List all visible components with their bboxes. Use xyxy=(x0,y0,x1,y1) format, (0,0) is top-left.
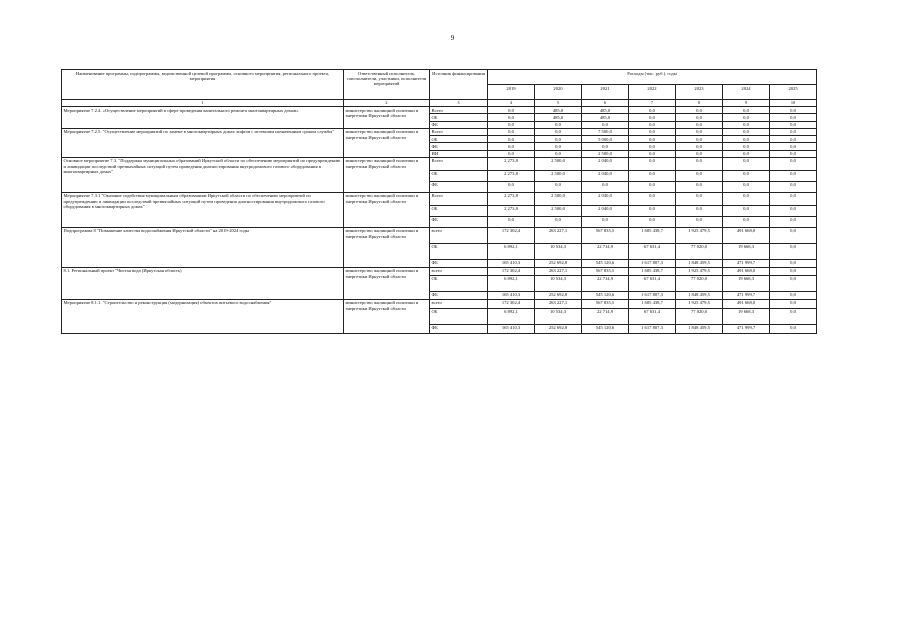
column-number: 4 xyxy=(488,100,535,107)
value-cell: 172 302,4 xyxy=(488,227,535,243)
value-cell: 0,0 xyxy=(770,308,817,324)
value-cell: 0,0 xyxy=(770,121,817,128)
value-cell: 567 835,5 xyxy=(582,267,629,275)
value-cell: 0,0 xyxy=(629,181,676,192)
table-row xyxy=(62,107,817,114)
value-cell: 545 120,6 xyxy=(582,291,629,299)
value-cell: 0,0 xyxy=(488,181,535,192)
value-cell: 485,0 xyxy=(535,107,582,114)
table-row xyxy=(62,192,817,205)
executor-cell: министерство жилищной политики и энергетики Иркутской области xyxy=(344,107,430,129)
value-cell: 172 302,4 xyxy=(488,267,535,275)
value-cell: 252 692,8 xyxy=(535,259,582,267)
value-cell: 67 631,4 xyxy=(629,275,676,291)
value-cell: 0,0 xyxy=(676,114,723,121)
value-cell: 0,0 xyxy=(723,143,770,150)
value-cell: 0,0 xyxy=(582,181,629,192)
value-cell: 2 040,0 xyxy=(582,205,629,216)
value-cell: 0,0 xyxy=(723,170,770,181)
value-cell: 252 692,8 xyxy=(535,291,582,299)
column-number: 2 xyxy=(344,100,430,107)
value-cell: 0,0 xyxy=(723,181,770,192)
value-cell: 172 302,4 xyxy=(488,299,535,308)
value-cell: 0,0 xyxy=(676,192,723,205)
value-cell: 2 040,0 xyxy=(582,192,629,205)
value-cell: 0,0 xyxy=(582,216,629,227)
executor-cell: министерство жилищной политики и энергетики Иркутской области xyxy=(344,192,430,227)
value-cell: 77 020,0 xyxy=(676,243,723,259)
value-cell: 67 631,4 xyxy=(629,308,676,324)
funding-source-cell: ОБ xyxy=(430,308,488,324)
value-cell: 491 668,0 xyxy=(723,227,770,243)
value-cell: 0,0 xyxy=(629,121,676,128)
value-cell: 0,0 xyxy=(535,136,582,143)
value-cell: 0,0 xyxy=(629,157,676,170)
value-cell: 0,0 xyxy=(723,128,770,135)
value-cell: 165 410,3 xyxy=(488,324,535,333)
value-cell: 485,0 xyxy=(582,107,629,114)
value-cell: 0,0 xyxy=(770,275,817,291)
value-cell: 2 040,0 xyxy=(582,170,629,181)
value-cell: 263 227,1 xyxy=(535,267,582,275)
value-cell: 0,0 xyxy=(770,216,817,227)
value-cell: 485,0 xyxy=(582,114,629,121)
value-cell: 1 925 479,5 xyxy=(676,227,723,243)
funding-source-cell: ИИ xyxy=(430,150,488,157)
value-cell: 1 925 479,5 xyxy=(676,299,723,308)
value-cell: 0,0 xyxy=(723,205,770,216)
value-cell: 0,0 xyxy=(770,267,817,275)
funding-source-cell: ФБ xyxy=(430,291,488,299)
value-cell: 0,0 xyxy=(629,192,676,205)
value-cell: 471 999,7 xyxy=(723,324,770,333)
value-cell: 252 692,8 xyxy=(535,324,582,333)
value-cell: 0,0 xyxy=(629,136,676,143)
funding-source-cell: всего xyxy=(430,227,488,243)
value-cell: 0,0 xyxy=(770,150,817,157)
value-cell: 0,0 xyxy=(629,150,676,157)
year-header: 2021 xyxy=(582,85,629,100)
value-cell: 1 848 459,5 xyxy=(676,291,723,299)
value-cell: 2 500,0 xyxy=(535,205,582,216)
value-cell: 77 020,0 xyxy=(676,275,723,291)
value-cell: 0,0 xyxy=(676,181,723,192)
value-cell: 545 120,6 xyxy=(582,259,629,267)
item-name-cell: Мероприятие 7.2.5. "Осуществление мероприятий по замене в многоквартирных домах лифтов с истекшим назначенным сроком службы" xyxy=(62,128,344,157)
value-cell: 0,0 xyxy=(676,157,723,170)
header-expenses-col: Расходы (тыс. руб.), годы xyxy=(488,70,817,85)
value-cell: 263 227,1 xyxy=(535,227,582,243)
value-cell: 0,0 xyxy=(488,216,535,227)
item-name-cell: Мероприятие 7.2.4. «Осуществление мероприятий в сфере проведения капитального ремонта многоквартирных домов» xyxy=(62,107,344,129)
value-cell: 19 668,3 xyxy=(723,243,770,259)
value-cell: 0,0 xyxy=(723,216,770,227)
value-cell: 0,0 xyxy=(770,114,817,121)
value-cell: 0,0 xyxy=(488,121,535,128)
value-cell: 0,0 xyxy=(629,107,676,114)
value-cell: 263 227,1 xyxy=(535,299,582,308)
table-body xyxy=(62,107,817,334)
column-number: 5 xyxy=(535,100,582,107)
funding-source-cell: ФБ xyxy=(430,216,488,227)
funding-source-cell: ФБ xyxy=(430,324,488,333)
item-name-cell: Подпрограмма 8 "Повышение качества водоснабжения Иркутской области" на 2019-2024 годы xyxy=(62,227,344,267)
value-cell: 2 273,8 xyxy=(488,157,535,170)
funding-source-cell: ОБ xyxy=(430,205,488,216)
column-number: 7 xyxy=(629,100,676,107)
funding-source-cell: ОБ xyxy=(430,136,488,143)
value-cell: 0,0 xyxy=(629,128,676,135)
year-header: 2020 xyxy=(535,85,582,100)
value-cell: 1 848 459,5 xyxy=(676,324,723,333)
value-cell: 165 410,3 xyxy=(488,259,535,267)
column-number: 8 xyxy=(676,100,723,107)
value-cell: 0,0 xyxy=(629,205,676,216)
executor-cell: министерство жилищной политики и энергетики Иркутской области xyxy=(344,128,430,157)
funding-source-cell: Всего xyxy=(430,107,488,114)
value-cell: 567 835,5 xyxy=(582,227,629,243)
value-cell: 0,0 xyxy=(535,150,582,157)
item-name-cell: Мероприятие 7.3.1 "Оказание содействия муниципальным образованиям Иркутской области по обеспечению мероприятий по предупреждению и ликвидации последствий чрезвычайных ситуаций путем проведения диагностирования внутридомового газового оборудования в многоквартирных домах" xyxy=(62,192,344,227)
value-cell: 6 892,1 xyxy=(488,243,535,259)
page-number: 9 xyxy=(450,34,455,42)
header-exec-col: Ответственный исполнитель, соисполнители, участники, исполнители мероприятий xyxy=(344,70,430,100)
value-cell: 545 120,6 xyxy=(582,324,629,333)
value-cell: 0,0 xyxy=(535,181,582,192)
value-cell: 1 617 807,3 xyxy=(629,291,676,299)
value-cell: 19 668,3 xyxy=(723,275,770,291)
value-cell: 0,0 xyxy=(629,114,676,121)
funding-source-cell: Всего xyxy=(430,157,488,170)
funding-source-cell: Всего xyxy=(430,192,488,205)
value-cell: 1 685 438,7 xyxy=(629,267,676,275)
executor-cell: министерство жилищной политики и энергетики Иркутской области xyxy=(344,157,430,192)
executor-cell: министерство жилищной политики и энергетики Иркутской области xyxy=(344,227,430,267)
value-cell: 0,0 xyxy=(770,107,817,114)
value-cell: 567 835,5 xyxy=(582,299,629,308)
budget-table xyxy=(61,69,817,334)
value-cell: 22 714,9 xyxy=(582,275,629,291)
value-cell: 22 714,9 xyxy=(582,243,629,259)
value-cell: 10 534,3 xyxy=(535,308,582,324)
value-cell: 0,0 xyxy=(723,121,770,128)
value-cell: 0,0 xyxy=(723,107,770,114)
value-cell: 0,0 xyxy=(488,128,535,135)
column-number: 9 xyxy=(723,100,770,107)
value-cell: 0,0 xyxy=(676,216,723,227)
value-cell: 1 617 807,3 xyxy=(629,324,676,333)
year-header: 2023 xyxy=(676,85,723,100)
funding-source-cell: ОБ xyxy=(430,170,488,181)
column-number: 3 xyxy=(430,100,488,107)
year-header: 2025 xyxy=(770,85,817,100)
header-name-col: Наименование программы, подпрограммы, ведомственной целевой программы, основного мероприятия, регионального проекта, мероприятия xyxy=(62,70,344,100)
value-cell: 77 020,0 xyxy=(676,308,723,324)
value-cell: 67 631,4 xyxy=(629,243,676,259)
funding-source-cell: ОБ xyxy=(430,114,488,121)
value-cell: 0,0 xyxy=(488,114,535,121)
column-number: 6 xyxy=(582,100,629,107)
value-cell: 1 685 438,7 xyxy=(629,299,676,308)
value-cell: 2 273,8 xyxy=(488,170,535,181)
value-cell: 0,0 xyxy=(676,121,723,128)
column-number: 1 xyxy=(62,100,344,107)
value-cell: 0,0 xyxy=(582,121,629,128)
value-cell: 1 617 807,3 xyxy=(629,259,676,267)
value-cell: 0,0 xyxy=(488,107,535,114)
funding-source-cell: всего xyxy=(430,267,488,275)
value-cell: 0,0 xyxy=(723,136,770,143)
funding-source-cell: Всего xyxy=(430,128,488,135)
table-row xyxy=(62,299,817,308)
value-cell: 0,0 xyxy=(770,259,817,267)
value-cell: 0,0 xyxy=(535,216,582,227)
value-cell: 0,0 xyxy=(770,243,817,259)
item-name-cell: 8.1. Региональный проект "Чистая вода (Иркутская область) xyxy=(62,267,344,299)
value-cell: 1 925 479,5 xyxy=(676,267,723,275)
value-cell: 0,0 xyxy=(770,128,817,135)
value-cell: 0,0 xyxy=(629,216,676,227)
value-cell: 0,0 xyxy=(535,121,582,128)
funding-source-cell: ФБ xyxy=(430,143,488,150)
value-cell: 2 500,0 xyxy=(535,192,582,205)
value-cell: 0,0 xyxy=(535,128,582,135)
value-cell: 0,0 xyxy=(676,150,723,157)
executor-cell: министерство жилищной политики и энергетики Иркутской области xyxy=(344,267,430,299)
value-cell: 0,0 xyxy=(770,157,817,170)
funding-source-cell: ОБ xyxy=(430,275,488,291)
value-cell: 0,0 xyxy=(488,150,535,157)
value-cell: 0,0 xyxy=(676,107,723,114)
value-cell: 0,0 xyxy=(629,170,676,181)
value-cell: 0,0 xyxy=(723,150,770,157)
value-cell: 0,0 xyxy=(676,170,723,181)
value-cell: 491 668,0 xyxy=(723,299,770,308)
value-cell: 0,0 xyxy=(676,136,723,143)
table-row xyxy=(62,267,817,275)
value-cell: 6 892,1 xyxy=(488,275,535,291)
value-cell: 10 534,3 xyxy=(535,275,582,291)
value-cell: 0,0 xyxy=(723,114,770,121)
value-cell: 0,0 xyxy=(535,143,582,150)
value-cell: 0,0 xyxy=(770,291,817,299)
value-cell: 0,0 xyxy=(676,205,723,216)
value-cell: 0,0 xyxy=(488,136,535,143)
value-cell: 0,0 xyxy=(676,143,723,150)
funding-source-cell: ОБ xyxy=(430,243,488,259)
value-cell: 485,0 xyxy=(535,114,582,121)
value-cell: 0,0 xyxy=(770,299,817,308)
value-cell: 0,0 xyxy=(723,192,770,205)
column-number: 10 xyxy=(770,100,817,107)
value-cell: 2 040,0 xyxy=(582,157,629,170)
value-cell: 2 273,8 xyxy=(488,205,535,216)
header-source-col: Источник финансирования xyxy=(430,70,488,100)
value-cell: 0,0 xyxy=(770,324,817,333)
value-cell: 19 668,3 xyxy=(723,308,770,324)
value-cell: 0,0 xyxy=(770,181,817,192)
funding-source-cell: ФБ xyxy=(430,121,488,128)
item-name-cell: Мероприятие 8.1.1. "Строительство и реконструкция (модернизация) объектов питьевого водоснабжения" xyxy=(62,299,344,333)
value-cell: 2 273,8 xyxy=(488,192,535,205)
funding-source-cell: ФБ xyxy=(430,259,488,267)
value-cell: 10 534,3 xyxy=(535,243,582,259)
table-row xyxy=(62,227,817,243)
value-cell: 0,0 xyxy=(582,143,629,150)
value-cell: 22 714,9 xyxy=(582,308,629,324)
value-cell: 165 410,3 xyxy=(488,291,535,299)
value-cell: 1 685 438,7 xyxy=(629,227,676,243)
funding-source-cell: всего xyxy=(430,299,488,308)
value-cell: 0,0 xyxy=(770,192,817,205)
value-cell: 0,0 xyxy=(770,227,817,243)
value-cell: 7 500,0 xyxy=(582,128,629,135)
item-name-cell: Основное мероприятие 7.3. "Поддержка муниципальных образований Иркутской области по обеспечению мероприятий по предупреждению и ликвидации последствий чрезвычайных ситуаций путем проведения диагностирования внутридомового газового оборудования в многоквартирных домах" xyxy=(62,157,344,192)
executor-cell: министерство жилищной политики и энергетики Иркутской области xyxy=(344,299,430,333)
value-cell: 491 668,0 xyxy=(723,267,770,275)
value-cell: 6 892,1 xyxy=(488,308,535,324)
value-cell: 0,0 xyxy=(488,143,535,150)
value-cell: 2 500,0 xyxy=(535,170,582,181)
value-cell: 471 999,7 xyxy=(723,259,770,267)
year-header: 2022 xyxy=(629,85,676,100)
table-row xyxy=(62,157,817,170)
value-cell: 2 500,0 xyxy=(535,157,582,170)
funding-source-cell: ФБ xyxy=(430,181,488,192)
value-cell: 0,0 xyxy=(770,143,817,150)
value-cell: 0,0 xyxy=(770,136,817,143)
value-cell: 0,0 xyxy=(676,128,723,135)
value-cell: 0,0 xyxy=(770,205,817,216)
year-header: 2024 xyxy=(723,85,770,100)
value-cell: 2 500,0 xyxy=(582,150,629,157)
value-cell: 471 999,7 xyxy=(723,291,770,299)
value-cell: 0,0 xyxy=(629,143,676,150)
year-header: 2019 xyxy=(488,85,535,100)
value-cell: 0,0 xyxy=(770,170,817,181)
value-cell: 1 848 459,5 xyxy=(676,259,723,267)
value-cell: 0,0 xyxy=(723,157,770,170)
value-cell: 5 000,0 xyxy=(582,136,629,143)
table-row xyxy=(62,128,817,135)
